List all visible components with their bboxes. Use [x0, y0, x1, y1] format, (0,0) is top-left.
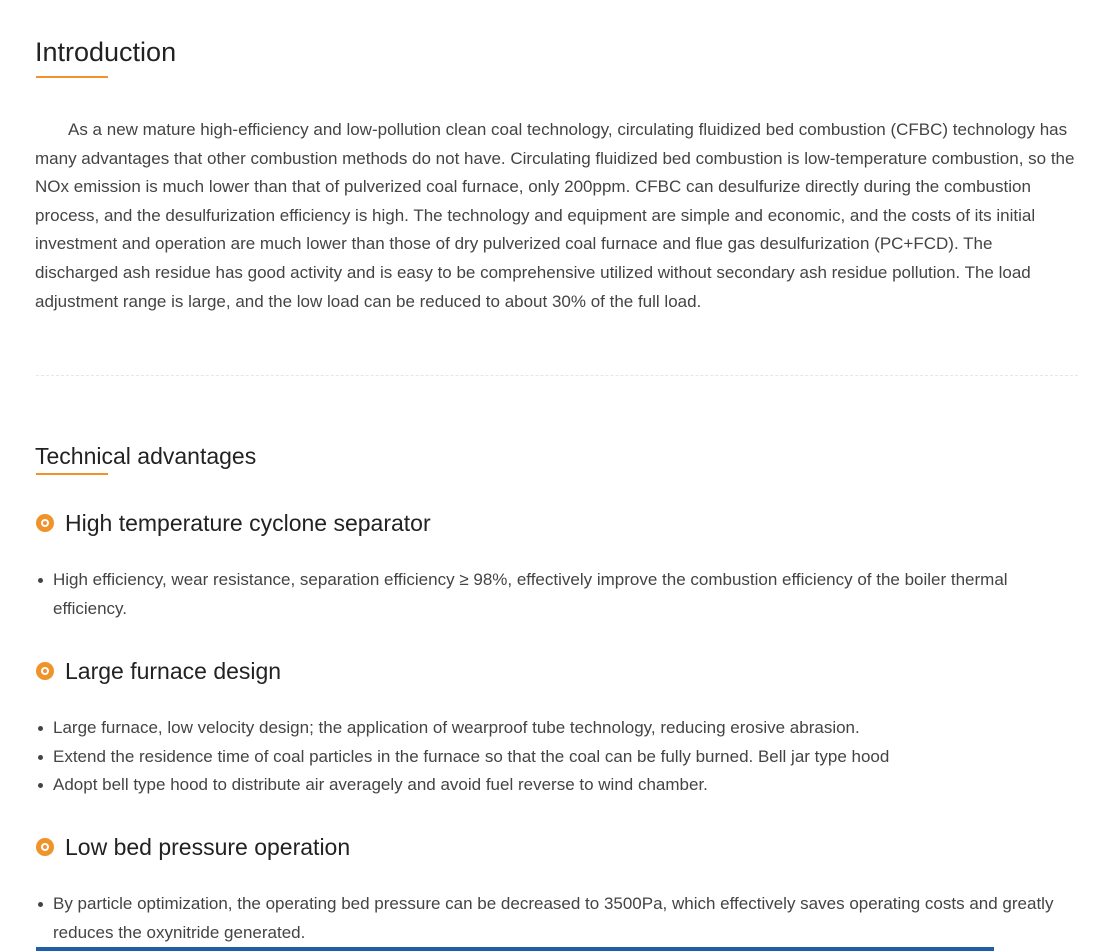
orange-circle-icon	[36, 662, 54, 680]
technical-advantages-underline	[36, 473, 108, 475]
feature-heading-label: High temperature cyclone separator	[65, 510, 431, 536]
intro-title-underline	[36, 76, 108, 78]
bottom-blue-bar	[36, 947, 994, 951]
orange-circle-icon	[36, 838, 54, 856]
intro-paragraph: As a new mature high-efficiency and low-pollution clean coal technology, circulating fluidized bed combustion (CFBC) technology has many advantages that other combustion methods do not have. Circulating fluidized bed combustion is low-temperature combustion, so the NOx emission is much lower than that of pulverized coal furnace, only 200ppm. CFBC can desulfurize directly during the combustion process, and the desulfurization efficiency is high. The technology and equipment are simple and economic, and the costs of its initial investment and operation are much lower than those of dry pulverized coal furnace and flue gas desulfurization (PC+FCD). The discharged ash residue has good activity and is easy to be comprehensive utilized without secondary ash residue pollution. The load adjustment range is large, and the low load can be reduced to about 30% of the full load.	[35, 120, 1075, 311]
list-item: Large furnace, low velocity design; the application of wearproof tube technology, reducing erosive abrasion.	[36, 714, 1076, 743]
list-item: By particle optimization, the operating bed pressure can be decreased to 3500Pa, which effectively saves operating costs and greatly reduces the oxynitride generated.	[36, 890, 1076, 947]
feature-list-cyclone-separator	[36, 566, 1076, 623]
feature-heading-cyclone-separator	[36, 508, 431, 538]
feature-heading-label: Large furnace design	[65, 658, 282, 684]
feature-heading-label: Low bed pressure operation	[65, 834, 351, 860]
list-item: High efficiency, wear resistance, separation efficiency ≥ 98%, effectively improve the combustion efficiency of the boiler thermal efficiency.	[36, 566, 1076, 623]
feature-heading-low-bed-pressure	[36, 832, 350, 862]
list-item: Extend the residence time of coal particles in the furnace so that the coal can be fully burned. Bell jar type hood	[36, 743, 1076, 772]
feature-list-low-bed-pressure	[36, 890, 1076, 947]
section-divider	[36, 375, 1078, 376]
feature-list-large-furnace	[36, 714, 1076, 800]
orange-circle-icon	[36, 514, 54, 532]
intro-title: Introduction	[35, 37, 177, 67]
feature-heading-large-furnace	[36, 656, 281, 686]
technical-advantages-title: Technical advantages	[35, 443, 257, 469]
list-item: Adopt bell type hood to distribute air averagely and avoid fuel reverse to wind chamber.	[36, 771, 1076, 800]
